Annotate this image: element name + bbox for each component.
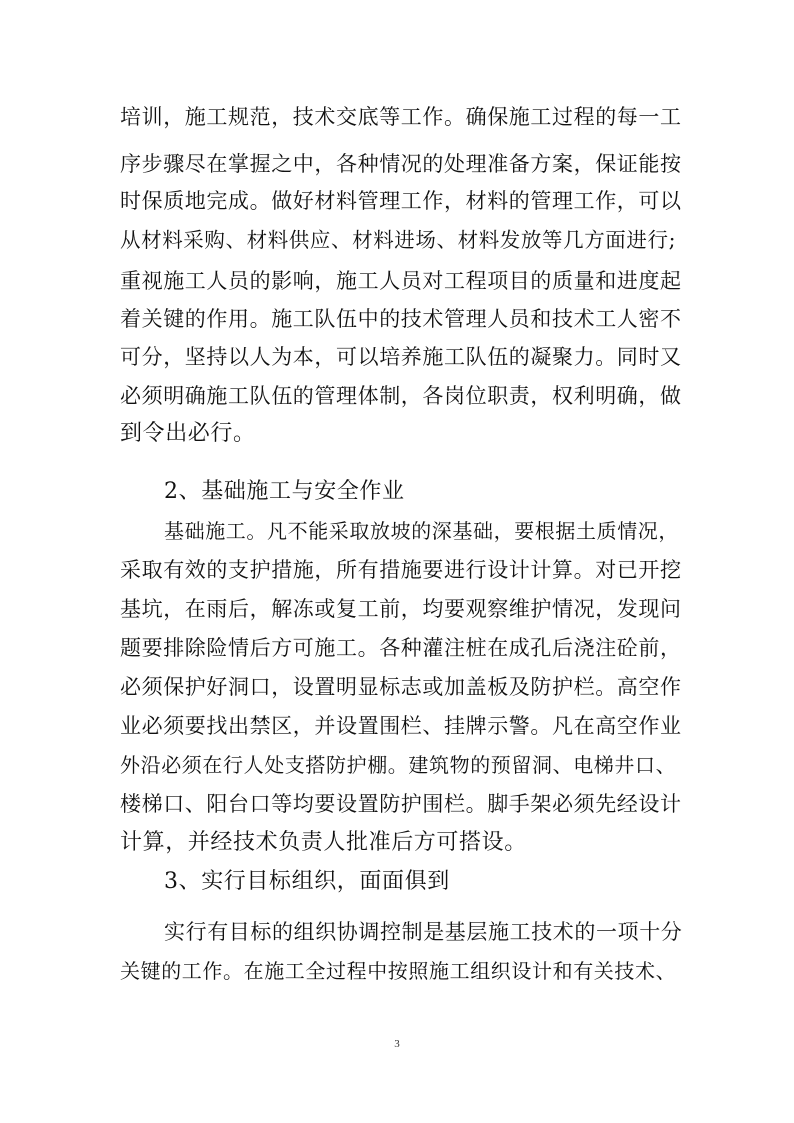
text-line: 可分，坚持以人为本，可以培养施工队伍的凝聚力。同时又 (120, 345, 682, 369)
text-line: 必须明确施工队伍的管理体制，各岗位职责，权利明确，做 (120, 384, 682, 408)
page-number: 3 (394, 1038, 400, 1050)
text-line: 着关键的作用。施工队伍中的技术管理人员和技术工人密不 (120, 307, 682, 331)
section-heading: 3、实行目标组织，面面俱到 (164, 869, 450, 894)
text-line: 序步骤尽在掌握之中，各种情况的处理准备方案，保证能按 (120, 152, 682, 176)
text-line: 基坑，在雨后，解冻或复工前，均要观察维护情况，发现问 (120, 597, 682, 621)
text-line: 到令出必行。 (120, 421, 256, 446)
text-line: 时保质地完成。做好材料管理工作，材料的管理工作，可以 (120, 189, 682, 213)
paragraph-first-line: 基础施工。凡不能采取放坡的深基础，要根据土质情况， (164, 519, 679, 543)
paragraph-first-line: 实行有目标的组织协调控制是基层施工技术的一项十分 (164, 920, 683, 944)
text-line: 业必须要找出禁区，并设置围栏、挂牌示警。凡在高空作业 (120, 714, 682, 738)
text-line: 必须保护好洞口，设置明显标志或加盖板及防护栏。高空作 (120, 675, 682, 699)
text-line: 楼梯口、阳台口等均要设置防护围栏。脚手架必须先经设计 (120, 792, 682, 816)
text-line: 外沿必须在行人处支搭防护棚。建筑物的预留洞、电梯井口、 (120, 753, 677, 777)
text-line: 从材料采购、材料供应、材料进场、材料发放等几方面进行; (120, 228, 677, 252)
text-line: 采取有效的支护措施，所有措施要进行设计计算。对已开挖 (120, 558, 682, 582)
text-line: 题要排除险情后方可施工。各种灌注桩在成孔后浇注砼前， (120, 636, 682, 660)
text-line: 关键的工作。在施工全过程中按照施工组织设计和有关技术、 (120, 959, 677, 983)
text-line: 培训，施工规范，技术交底等工作。确保施工过程的每一工 (120, 105, 682, 129)
section-heading: 2、基础施工与安全作业 (164, 479, 405, 504)
text-line: 重视施工人员的影响，施工人员对工程项目的质量和进度起 (120, 269, 682, 293)
text-line: 计算，并经技术负责人批准后方可搭设。 (120, 830, 527, 855)
